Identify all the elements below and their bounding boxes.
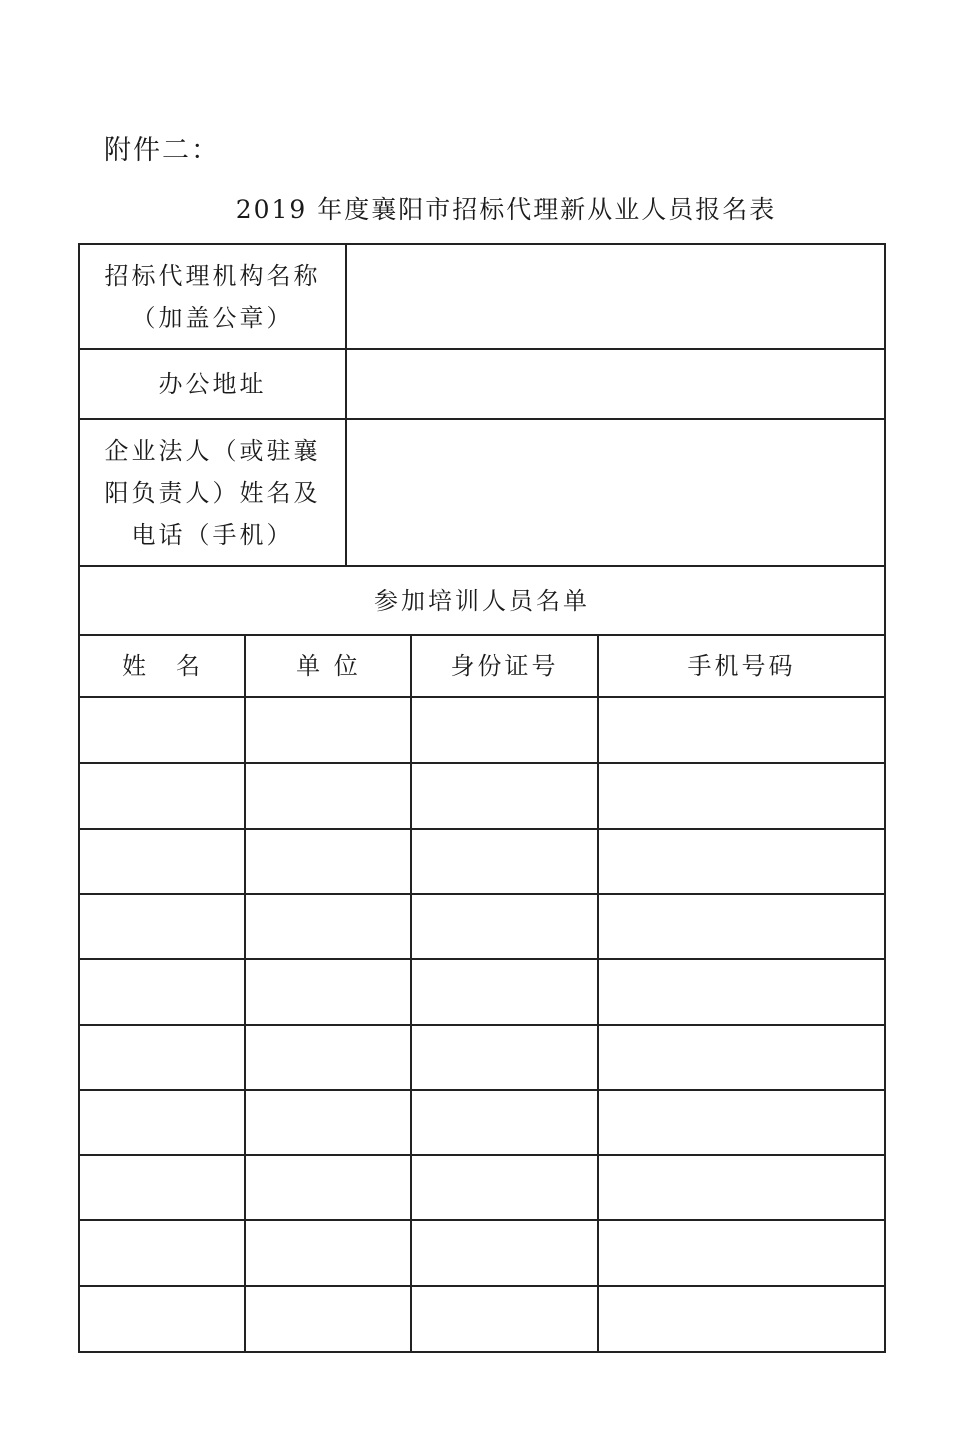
table-row [80, 1025, 884, 1089]
office-address-label: 办公地址 [158, 370, 267, 398]
table-row [80, 1286, 884, 1350]
column-header-mobile: 手机号码 [687, 652, 796, 680]
table-row [80, 1220, 884, 1284]
mobile-cell[interactable] [599, 1025, 884, 1089]
mobile-cell[interactable] [599, 698, 884, 762]
trainee-list-heading: 参加培训人员名单 [374, 586, 590, 615]
name-cell[interactable] [80, 1090, 244, 1154]
id-number-cell[interactable] [412, 698, 597, 762]
id-number-cell[interactable] [412, 1220, 597, 1284]
table-row [80, 829, 884, 893]
unit-cell[interactable] [246, 1286, 410, 1350]
registration-form [78, 243, 886, 1353]
mobile-cell[interactable] [599, 1286, 884, 1350]
mobile-cell[interactable] [599, 959, 884, 1023]
column-header-id-number: 身份证号 [450, 652, 559, 680]
mobile-cell[interactable] [599, 1090, 884, 1154]
unit-cell[interactable] [246, 1155, 410, 1219]
name-cell[interactable] [80, 1220, 244, 1284]
attachment-label: 附件二： [104, 135, 220, 166]
name-cell[interactable] [80, 698, 244, 762]
id-number-cell[interactable] [412, 1155, 597, 1219]
id-number-cell[interactable] [412, 763, 597, 827]
office-address-field[interactable] [347, 350, 884, 418]
mobile-cell[interactable] [599, 829, 884, 893]
id-number-cell[interactable] [412, 1025, 597, 1089]
id-number-cell[interactable] [412, 1286, 597, 1350]
unit-cell[interactable] [246, 1025, 410, 1089]
table-row [80, 1090, 884, 1154]
table-row [80, 698, 884, 762]
unit-cell[interactable] [246, 698, 410, 762]
table-row [80, 763, 884, 827]
unit-cell[interactable] [246, 763, 410, 827]
unit-cell[interactable] [246, 1220, 410, 1284]
id-number-cell[interactable] [412, 959, 597, 1023]
unit-cell[interactable] [246, 959, 410, 1023]
column-header-name: 姓 名 [122, 652, 203, 680]
table-row [80, 959, 884, 1023]
legal-rep-field[interactable] [347, 420, 884, 565]
legal-rep-label: 企业法人（或驻襄 阳负责人）姓名及 电话（手机） [104, 436, 321, 549]
id-number-cell[interactable] [412, 894, 597, 958]
name-cell[interactable] [80, 763, 244, 827]
mobile-cell[interactable] [599, 763, 884, 827]
agency-name-field[interactable] [347, 245, 884, 348]
unit-cell[interactable] [246, 1090, 410, 1154]
table-row [80, 894, 884, 958]
name-cell[interactable] [80, 894, 244, 958]
form-title: 2019 年度襄阳市招标代理新从业人员报名表 [235, 195, 777, 224]
name-cell[interactable] [80, 1025, 244, 1089]
unit-cell[interactable] [246, 894, 410, 958]
id-number-cell[interactable] [412, 1090, 597, 1154]
unit-cell[interactable] [246, 829, 410, 893]
mobile-cell[interactable] [599, 1155, 884, 1219]
name-cell[interactable] [80, 829, 244, 893]
mobile-cell[interactable] [599, 1220, 884, 1284]
name-cell[interactable] [80, 959, 244, 1023]
id-number-cell[interactable] [412, 829, 597, 893]
column-header-unit: 单 位 [296, 652, 361, 680]
table-row [80, 1155, 884, 1219]
agency-name-label: 招标代理机构名称 （加盖公章） [104, 261, 321, 332]
name-cell[interactable] [80, 1286, 244, 1350]
name-cell[interactable] [80, 1155, 244, 1219]
mobile-cell[interactable] [599, 894, 884, 958]
